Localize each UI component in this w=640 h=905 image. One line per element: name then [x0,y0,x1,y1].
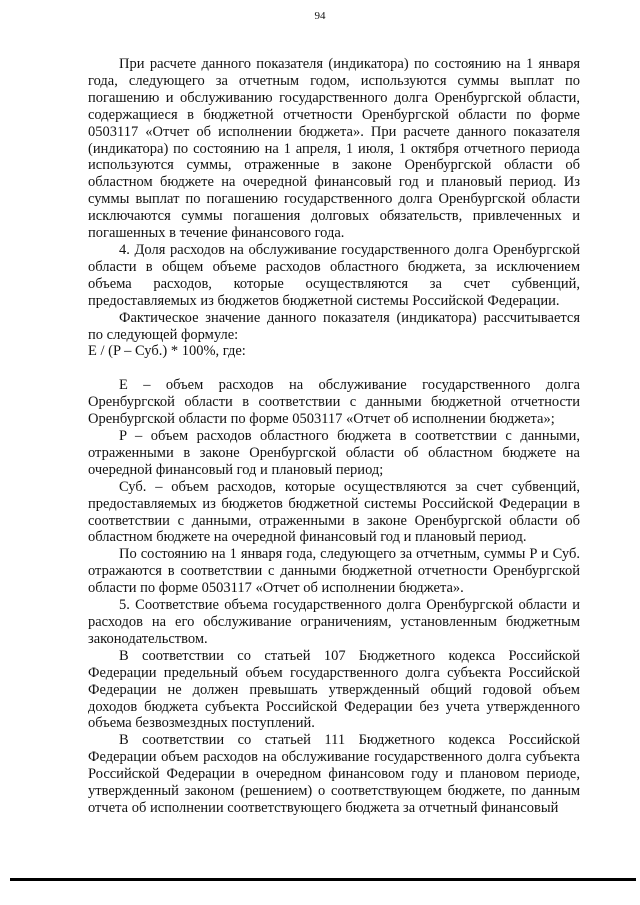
paragraph-item-4-heading: 4. Доля расходов на обслуживание государственного долга Оренбургской области в общем объеме расходов областного бюджета, за исключением объема расходов, которые осуществляются за счет субвенций, предоставляемых из бюджетов бюджетной системы Российской Федерации. [88,241,580,309]
document-body [88,56,580,817]
blank-line [88,360,580,377]
paragraph-article-107: В соответствии со статьей 107 Бюджетного кодекса Российской Федерации предельный объем государственного долга субъекта Российской Федерации не должен превышать утвержденный общий годовой объем доходов бюджета субъекта Российской Федерации без учета утвержденного объема безвозмездных поступлений. [88,647,580,732]
definition-sub: Суб. – объем расходов, которые осуществляются за счет субвенций, предоставляемых из бюджетов бюджетной системы Российской Федерации в соответствии с данными, отраженными в законе Оренбургской области об областном бюджете на очередной финансовый год и плановый период. [88,478,580,546]
bottom-rule [10,878,636,881]
page-number: 94 [314,10,326,22]
paragraph-article-111: В соответствии со статьей 111 Бюджетного кодекса Российской Федерации объем расходов на обслуживание государственного долга субъекта Российской Федерации в очередном финансовом году и плановом периоде, утвержденный законом (решением) о соответствующем бюджете, по данным отчета об исполнении соответствующего бюджета за отчетный финансовый [88,732,580,816]
paragraph-formula-intro: Фактическое значение данного показателя (индикатора) рассчитывается по следующей формуле: [88,309,580,343]
paragraph-january-state: По состоянию на 1 января года, следующего за отчетным, суммы P и Суб. отражаются в соответствии с данными бюджетной отчетности Оренбургской области по форме 0503117 «Отчет об исполнении бюджета». [88,546,580,597]
paragraph-item-5-heading: 5. Соответствие объема государственного долга Оренбургской области и расходов на его обслуживание ограничениям, установленным бюджетным законодательством. [88,597,580,647]
formula: E / (P – Суб.) * 100%, где: [88,343,246,360]
definition-e: E – объем расходов на обслуживание государственного долга Оренбургской области в соответствии с данными бюджетной отчетности Оренбургской области по форме 0503117 «Отчет об исполнении бюджета»; [88,377,580,428]
definition-p: P – объем расходов областного бюджета в соответствии с данными, отраженными в законе Оренбургской области об областном бюджете на очередной финансовый год и плановый период; [88,428,580,478]
paragraph-indicator-calculation: При расчете данного показателя (индикатора) по состоянию на 1 января года, следующего за отчетным годом, используются суммы выплат по погашению и обслуживанию государственного долга Оренбургской области, содержащиеся в бюджетной отчетности Оренбургской области по форме 0503117 «Отчет об исполнении бюджета». При расчете данного показателя (индикатора) по состоянию на 1 апреля, 1 июля, 1 октября отчетного периода используются суммы, отраженные в законе Оренбургской области об областном бюджете на очередной финансовый год и плановый период. Из суммы выплат по погашению государственного долга Оренбургской области исключаются суммы погашения долговых обязательств, привлеченных и погашенных в течение финансового года. [88,56,580,242]
